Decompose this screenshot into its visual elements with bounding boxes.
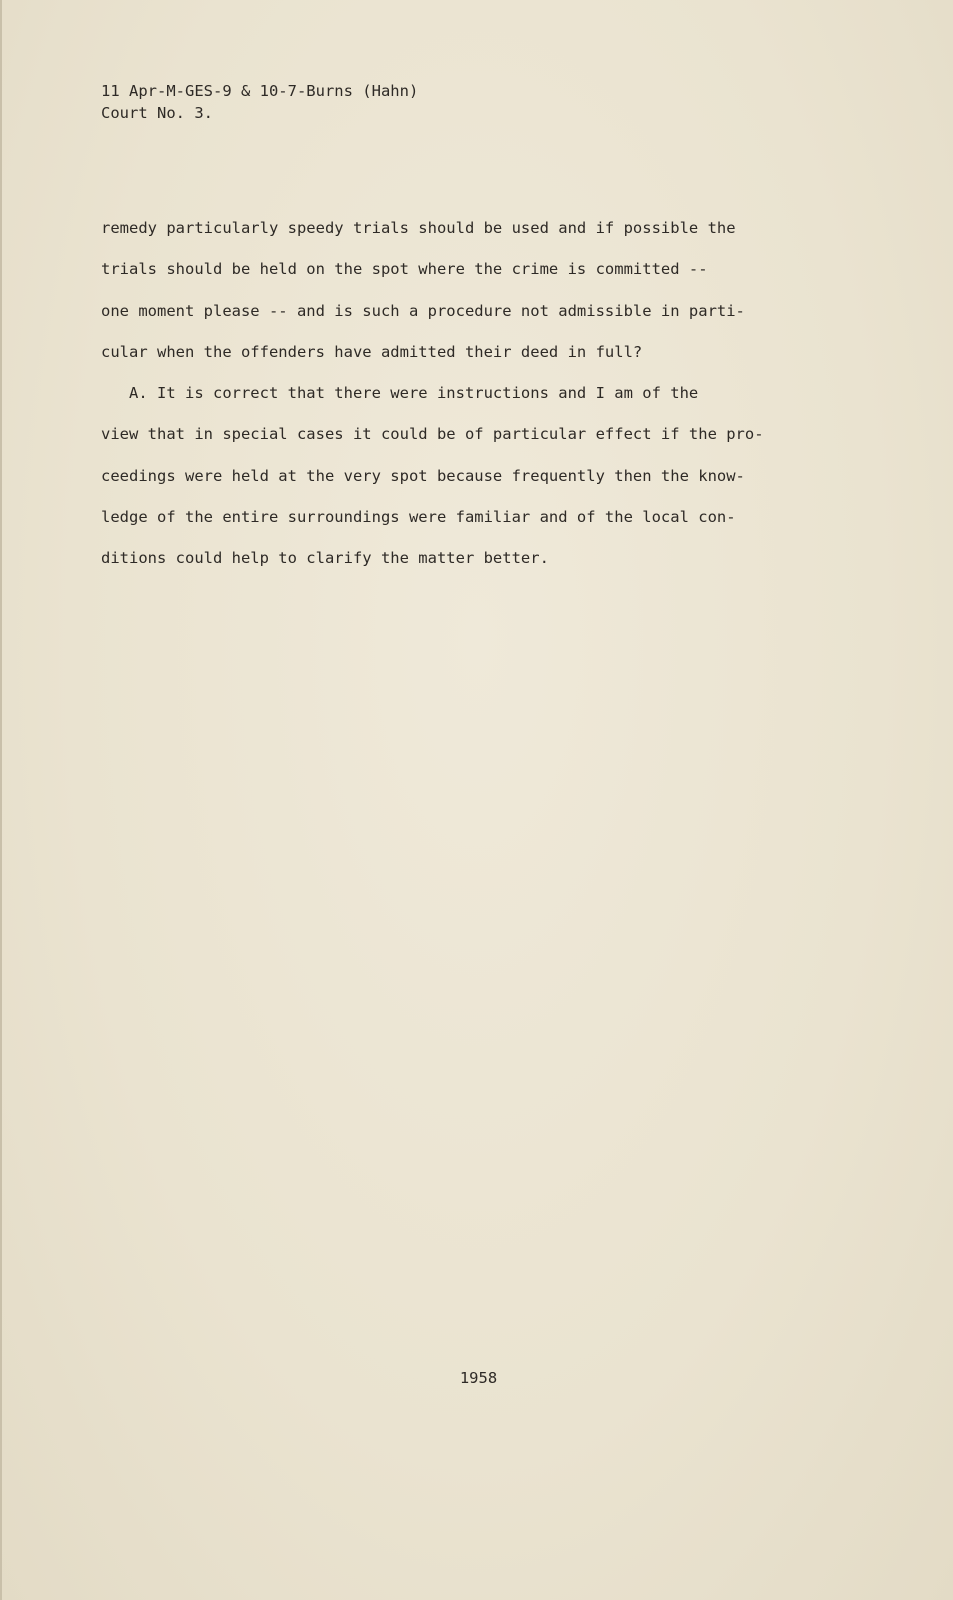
header-court-line: Court No. 3. <box>101 104 213 122</box>
header-reference-line: 11 Apr-M-GES-9 & 10-7-Burns (Hahn) <box>101 82 419 100</box>
transcript-line: trials should be held on the spot where the crime is committed -- <box>101 260 708 279</box>
transcript-line: ditions could help to clarify the matter better. <box>101 549 549 568</box>
transcript-line: ceedings were held at the very spot because frequently then the know- <box>101 466 745 485</box>
transcript-line: A. It is correct that there were instructions and I am of the <box>101 384 699 403</box>
transcript-line: ledge of the entire surroundings were familiar and of the local con- <box>101 508 736 527</box>
document-header <box>101 80 418 124</box>
transcript-body <box>101 208 841 580</box>
transcript-line: one moment please -- and is such a procedure not admissible in parti- <box>101 301 745 320</box>
transcript-line: cular when the offenders have admitted their deed in full? <box>101 342 643 361</box>
page-number: 1958 <box>459 1369 498 1387</box>
transcript-line: remedy particularly speedy trials should be used and if possible the <box>101 219 736 237</box>
transcript-line: view that in special cases it could be of particular effect if the pro- <box>101 425 764 444</box>
